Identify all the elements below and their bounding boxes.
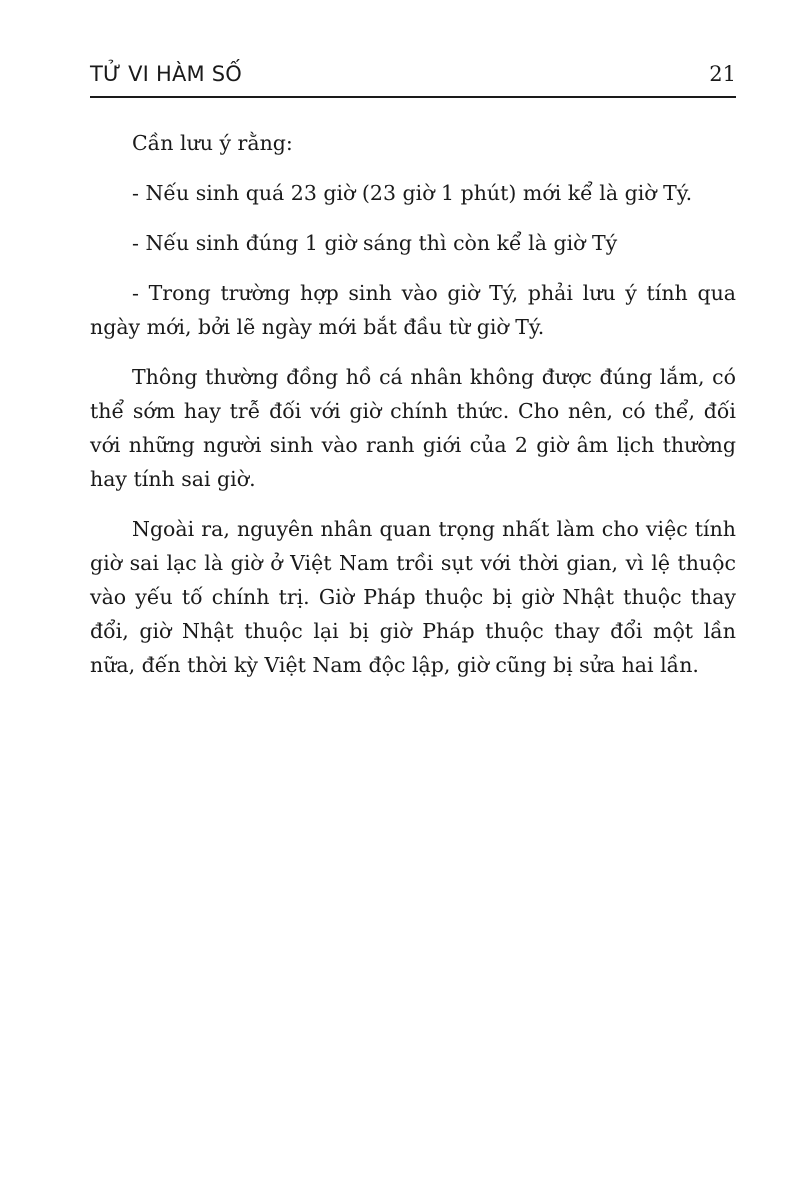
paragraph-rule-3: - Trong trường hợp sinh vào giờ Tý, phải lưu ý tính qua ngày mới, bởi lẽ ngày mới bắt đầu từ giờ Tý. — [90, 281, 736, 339]
page-number: 21 — [709, 62, 736, 86]
paragraph-rule-1: - Nếu sinh quá 23 giờ (23 giờ 1 phút) mới kể là giờ Tý. — [132, 181, 693, 205]
paragraph-clock: Thông thường đồng hồ cá nhân không được đúng lắm, có thể sớm hay trễ đối với giờ chính thức. Cho nên, có thể, đối với những người sinh vào ranh giới của 2 giờ âm lịch thường hay tính sai giờ. — [90, 365, 736, 491]
book-title: TỬ VI HÀM SỐ — [90, 62, 242, 86]
paragraph-intro: Cần lưu ý rằng: — [132, 131, 293, 155]
running-header — [90, 58, 736, 98]
paragraph-history: Ngoài ra, nguyên nhân quan trọng nhất làm cho việc tính giờ sai lạc là giờ ở Việt Nam trồi sụt với thời gian, vì lệ thuộc vào yếu tố chính trị. Giờ Pháp thuộc bị giờ Nhật thuộc thay đổi, giờ Nhật thuộc lại bị giờ Pháp thuộc thay đổi một lần nữa, đến thời kỳ Việt Nam độc lập, giờ cũng bị sửa hai lần. — [90, 517, 736, 677]
body-text — [90, 126, 736, 698]
paragraph-rule-2: - Nếu sinh đúng 1 giờ sáng thì còn kể là giờ Tý — [132, 231, 618, 255]
